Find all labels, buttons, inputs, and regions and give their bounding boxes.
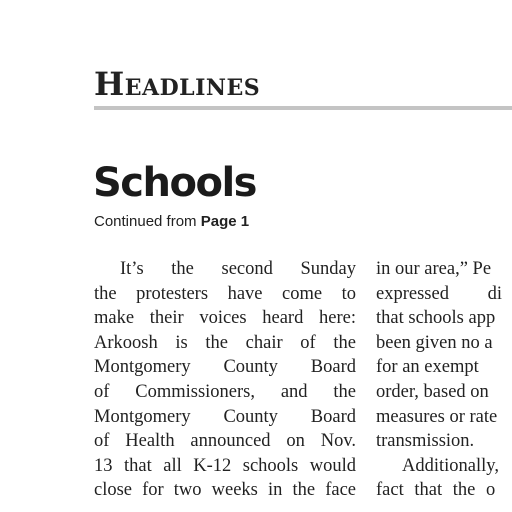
article-column-left [94, 257, 356, 503]
body-line: 13 that all K-12 schools would [94, 455, 356, 476]
section-header: Headlines [94, 65, 261, 103]
body-line: in our area,” Pe [376, 259, 492, 279]
body-line: Arkoosh is the chair of the [94, 332, 356, 353]
body-line: that schools app [376, 308, 496, 329]
body-line: fact that the o [376, 480, 496, 501]
body-line: make their voices heard here: [94, 308, 356, 329]
body-line: of Health announced on Nov. [94, 431, 356, 452]
body-line: Montgomery County Board [94, 406, 356, 427]
article-headline: Schools [93, 160, 256, 206]
body-line: measures or rate [376, 406, 498, 427]
continued-prefix: Continued from [94, 213, 201, 230]
body-line: for an exempt [376, 357, 479, 378]
body-line: Additionally, [402, 455, 499, 476]
body-line: expressed di [376, 283, 502, 304]
body-line: of Commissioners, and the [94, 381, 356, 402]
section-divider [94, 106, 512, 110]
continued-note [94, 212, 249, 232]
body-line: order, based on [376, 381, 489, 402]
body-line: been given no a [376, 332, 493, 353]
body-line: Montgomery County Board [94, 357, 356, 378]
body-line: close for two weeks in the face [94, 480, 356, 501]
body-line: transmission. [376, 431, 475, 452]
continued-page-link[interactable]: Page 1 [200, 213, 250, 230]
body-line: the protesters have come to [94, 283, 356, 304]
body-line: It’s the second Sunday [120, 259, 356, 279]
article-column-right [376, 257, 512, 503]
